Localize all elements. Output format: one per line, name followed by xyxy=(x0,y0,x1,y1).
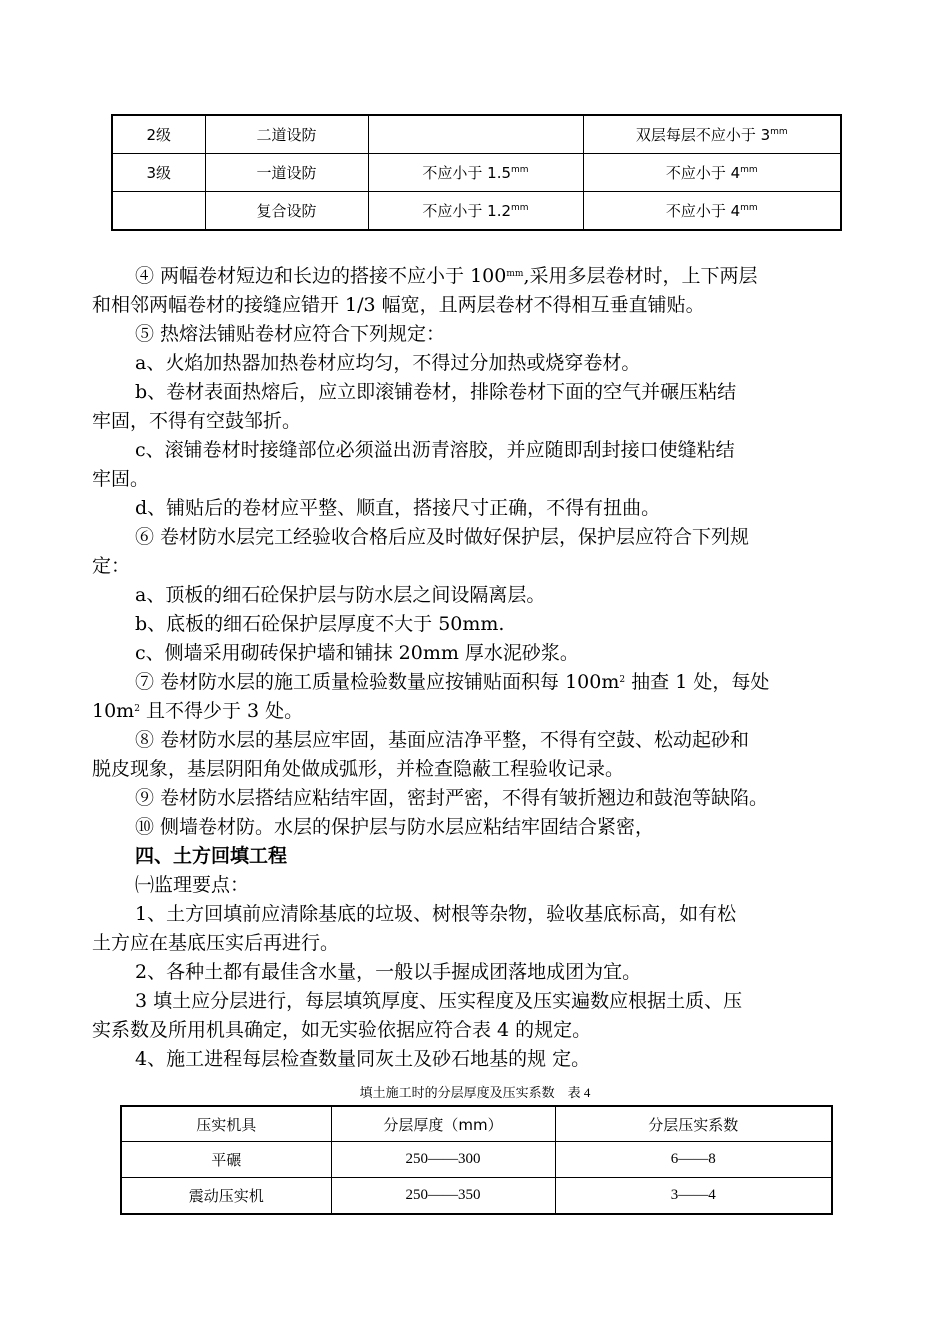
table-cell xyxy=(112,192,205,231)
subheading: ㈠监理要点： xyxy=(135,874,250,896)
paragraph-line: ⑤ 热熔法铺贴卷材应符合下列规定： xyxy=(135,323,446,345)
paragraph-line: 土方应在基底压实后再进行。 xyxy=(92,932,340,954)
paragraph-line: a、顶板的细石砼保护层与防水层之间设隔离层。 xyxy=(135,584,546,606)
table-cell: 不应小于 $1.5^{mm}$ xyxy=(368,154,583,192)
paragraph-line: 2、各种土都有最佳含水量，一般以手握成团落地成团为宜。 xyxy=(135,961,642,983)
paragraph-line: ⑧ 卷材防水层的基层应牢固，基面应洁净平整，不得有空鼓、松动起砂和 xyxy=(135,729,750,751)
table-cell: 平碾 xyxy=(121,1142,331,1178)
table-cell: 不应小于 $1.2^{mm}$ xyxy=(368,192,583,231)
table-cell: 250——300 xyxy=(331,1142,555,1178)
table-header-row xyxy=(121,1106,832,1142)
table-cell: 250——350 xyxy=(331,1178,555,1215)
column-header: 分层压实系数 xyxy=(555,1106,832,1142)
table-row xyxy=(112,115,841,154)
paragraph-line: c、侧墙采用砌砖保护墙和铺抹 20mm 厚水泥砂浆。 xyxy=(135,642,579,664)
table-row xyxy=(112,192,841,231)
table-cell: 复合设防 xyxy=(205,192,368,231)
waterproof-spec-table xyxy=(111,114,842,231)
paragraph-line: b、底板的细石砼保护层厚度不大于 50mm. xyxy=(135,613,505,635)
paragraph-line: b、卷材表面热熔后，应立即滚铺卷材，排除卷材下面的空气并碾压粘结 xyxy=(135,381,737,403)
table-cell: 3——4 xyxy=(555,1178,832,1215)
table-cell xyxy=(368,115,583,154)
paragraph-line: ⑩ 侧墙卷材防。水层的保护层与防水层应粘结牢固结合紧密， xyxy=(135,816,655,838)
table-cell: 一道设防 xyxy=(205,154,368,192)
paragraph-line: 脱皮现象，基层阴阳角处做成弧形，并检查隐蔽工程验收记录。 xyxy=(92,758,625,780)
paragraph-line: 1、土方回填前应清除基底的垃圾、树根等杂物，验收基底标高，如有松 xyxy=(135,903,737,925)
table-cell: 2级 xyxy=(112,115,205,154)
paragraph-line: $10m^2$ 且不得少于 3 处。 xyxy=(92,700,304,722)
paragraph-line: 实系数及所用机具确定，如无实验依据应符合表 4 的规定。 xyxy=(92,1019,592,1041)
paragraph-line: 牢固。 xyxy=(92,468,150,490)
paragraph-line: 3 填土应分层进行，每层填筑厚度、压实程度及压实遍数应根据土质、压 xyxy=(135,990,743,1012)
table-cell: 不应小于 $4^{mm}$ xyxy=(583,154,841,192)
paragraph-line: ⑦ 卷材防水层的施工质量检验数量应按铺贴面积每 $100m^2$ 抽查 1 处，每处 xyxy=(135,671,770,693)
paragraph-line: ⑥ 卷材防水层完工经验收合格后应及时做好保护层，保护层应符合下列规 xyxy=(135,526,750,548)
paragraph-line: 牢固，不得有空鼓邹折。 xyxy=(92,410,302,432)
table-cell: 二道设防 xyxy=(205,115,368,154)
table-cell: 6——8 xyxy=(555,1142,832,1178)
table-row xyxy=(121,1142,832,1178)
table-cell: 双层每层不应小于 $3^{mm}$ xyxy=(583,115,841,154)
table-caption: 填土施工时的分层厚度及压实系数 表 4 xyxy=(359,1085,591,1100)
table-cell: 震动压实机 xyxy=(121,1178,331,1215)
paragraph-line: a、火焰加热器加热卷材应均匀，不得过分加热或烧穿卷材。 xyxy=(135,352,641,374)
compaction-table xyxy=(120,1105,833,1215)
paragraph-line: 和相邻两幅卷材的接缝应错开 1/3 幅宽，且两层卷材不得相互垂直铺贴。 xyxy=(92,294,705,316)
paragraph-line: ④ 两幅卷材短边和长边的搭接不应小于 $100^{mm}$,采用多层卷材时，上下两层 xyxy=(135,265,758,287)
paragraph-line: ⑨ 卷材防水层搭结应粘结牢固，密封严密，不得有皱折翘边和鼓泡等缺陷。 xyxy=(135,787,769,809)
body-text xyxy=(92,262,862,1074)
table-row xyxy=(121,1178,832,1215)
table-cell: 3级 xyxy=(112,154,205,192)
paragraph-line: d、铺贴后的卷材应平整、顺直，搭接尺寸正确，不得有扭曲。 xyxy=(135,497,661,519)
paragraph-line: 4、施工进程每层检查数量同灰土及砂石地基的规 定。 xyxy=(135,1048,591,1070)
paragraph-line: 定： xyxy=(92,555,131,577)
column-header: 分层厚度（mm） xyxy=(331,1106,555,1142)
table-row xyxy=(112,154,841,192)
paragraph-line: c、滚铺卷材时接缝部位必须溢出沥青溶胶，并应随即刮封接口使缝粘结 xyxy=(135,439,735,461)
column-header: 压实机具 xyxy=(121,1106,331,1142)
section-heading: 四、土方回填工程 xyxy=(135,845,288,867)
table-cell: 不应小于 $4^{mm}$ xyxy=(583,192,841,231)
